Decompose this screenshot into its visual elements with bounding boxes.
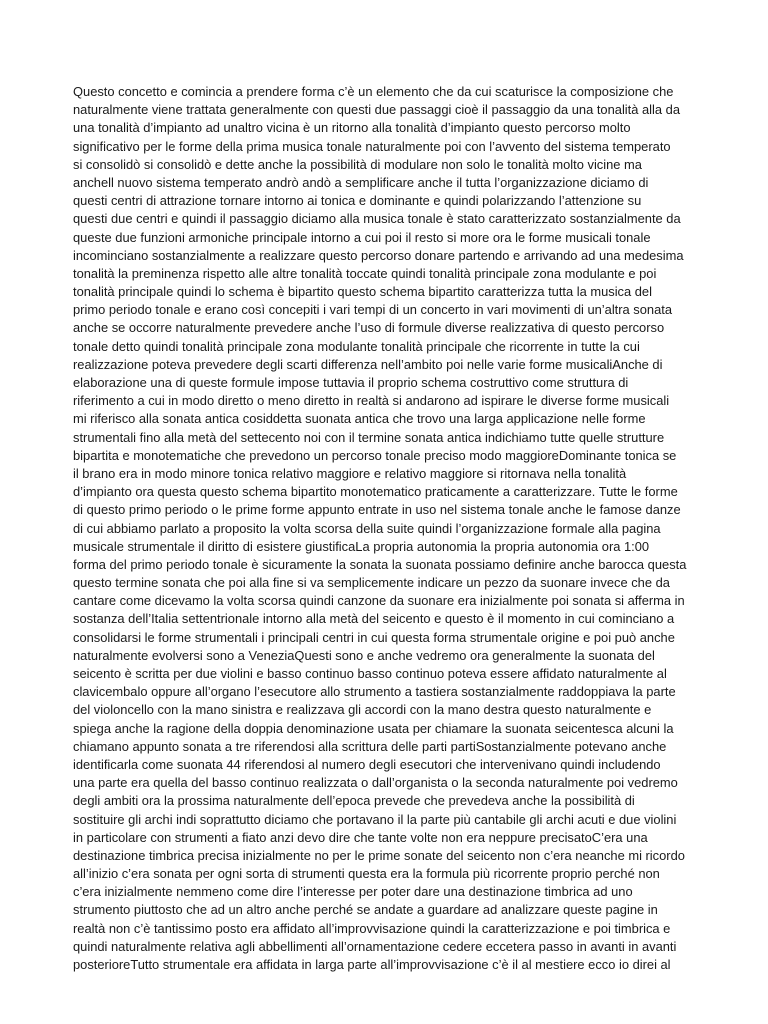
- text-line: si consolidò si consolidò e dette anche la possibilità di modulare non solo le tonalità molto vicine ma: [73, 156, 642, 172]
- text-line: sostanza dell’Italia settentrionale intorno alla metà del seicento e questo è il momento in cui cominciano a: [73, 611, 675, 627]
- document-page: [73, 83, 693, 974]
- text-line: realtà non c’è tantissimo posto era affidato all’improvvisazione quindi la caratterizzazione e poi timbrica e: [73, 920, 671, 936]
- text-line: questi due centri e quindi il passaggio diciamo alla musica tonale è stato caratterizzato sostanzialmente da: [73, 211, 681, 227]
- text-line: tonalità la preminenza rispetto alle altre tonalità toccate quindi tonalità principale zona modulante e poi: [73, 265, 657, 281]
- text-line: destinazione timbrica precisa inizialmente no per le prime sonate del seicento non c’era neanche mi ricordo: [73, 847, 685, 863]
- text-line: anche se occorre naturalmente prevedere anche l’uso di formule diverse realizzativa di questo percorso: [73, 320, 665, 336]
- text-line: forma del primo periodo tonale è sicuramente la sonata la suonata possiamo definire anche barocca questa: [73, 556, 687, 572]
- text-line: il brano era in modo minore tonica relativo maggiore e relativo maggiore si ritornava nella tonalità: [73, 465, 627, 481]
- text-line: queste due funzioni armoniche principale intorno a cui poi il resto si more ora le forme musicali tonale: [73, 229, 651, 245]
- text-line: posterioreTutto strumentale era affidata in larga parte all’improvvisazione c’è il al mestiere ecco io direi al: [73, 957, 671, 972]
- text-line: cantare come dicevamo la volta scorsa quindi canzone da suonare era inizialmente poi sonata si afferma in: [73, 593, 685, 609]
- text-line: bipartita e monotematiche che prevedono un percorso tonale preciso modo maggioreDominante tonica se: [73, 447, 677, 463]
- text-line: anchell nuovo sistema temperato andrò andò a semplificare anche il tutta l’organizzazione diciamo di: [73, 174, 649, 190]
- text-line: musicale strumentale il diritto di esistere giustificaLa propria autonomia la propria autonomia ora 1:00: [73, 538, 650, 554]
- text-line: questi centri di attrazione tornare intorno ai tonica e dominante e quindi polarizzando l’attenzione su: [73, 193, 642, 209]
- text-line: tonale detto quindi tonalità principale zona modulante tonalità principale che ricorrente in tutte la cui: [73, 338, 640, 354]
- text-line: degli ambiti ora la prossima naturalmente dell’epoca prevede che prevedeva anche la possibilità di: [73, 793, 635, 809]
- text-line: mi riferisco alla sonata antica cosiddetta suonata antica che trovo una larga applicazione nelle forme: [73, 411, 646, 427]
- text-line: Questo concetto e comincia a prendere forma c’è un elemento che da cui scaturisce la composizione che: [73, 84, 674, 99]
- text-line: strumento piuttosto che ad un altro anche perché se andate a guardare ad analizzare queste pagine in: [73, 902, 658, 918]
- text-line: c’era inizialmente nemmeno come dire l’interesse per poter dare una destinazione timbrica ad uno: [73, 884, 633, 900]
- text-line: clavicembalo oppure all’organo l’esecutore allo strumento a tastiera sostanzialmente raddoppiava la parte: [73, 684, 676, 700]
- document-body: [73, 83, 693, 974]
- text-line: primo periodo tonale e erano così concepiti i vari tempi di un concerto in vari movimenti di un’altra sonata: [73, 302, 673, 318]
- text-line: riferimento a cui in modo diretto o meno diretto in realtà si andarono ad ispirare le diverse forme musicali: [73, 393, 670, 409]
- text-line: d’impianto ora questa questo schema bipartito monotematico praticamente a caratterizzare. Tutte le forme: [73, 484, 678, 500]
- text-line: significativo per le forme della prima musica tonale naturalmente poi con l’avvento del sistema temperato: [73, 138, 671, 154]
- text-line: spiega anche la ragione della doppia denominazione usata per chiamare la suonata seicentesca alcuni la: [73, 720, 674, 736]
- text-line: chiamano appunto sonata a tre riferendosi alla scrittura delle parti partiSostanzialmente potevano anche: [73, 738, 667, 754]
- text-line: una parte era quella del basso continuo realizzata o dall’organista o la seconda naturalmente poi vedremo: [73, 775, 678, 791]
- text-line: naturalmente viene trattata generalmente con questi due passaggi cioè il passaggio da una tonalità alla da: [73, 102, 680, 118]
- text-line: naturalmente evolversi sono a VeneziaQuesti sono e anche vedremo ora generalmente la suonata del: [73, 647, 655, 663]
- text-line: in particolare con strumenti a fiato anzi devo dire che tante volte non era neppure precisatoC’era una: [73, 829, 648, 845]
- text-line: strumentali fino alla metà del settecento noi con il termine sonata antica indichiamo tutte quelle strutture: [73, 429, 665, 445]
- text-line: realizzazione poteva prevedere degli scarti differenza nell’ambito poi nelle varie forme musicaliAnche di: [73, 356, 663, 372]
- text-line: questo termine sonata che poi alla fine si va semplicemente indicare un pezzo da suonare invece che da: [73, 575, 670, 591]
- text-line: di questo primo periodo o le prime forme appunto entrate in uso nel sistema tonale anche le famose danze: [73, 502, 681, 518]
- text-line: quindi naturalmente relativa agli abbellimenti all’ornamentazione cedere eccetera passo in avanti in avanti: [73, 938, 677, 954]
- text-line: tonalità principale quindi lo schema è bipartito questo schema bipartito caratterizza tutta la musica del: [73, 284, 652, 300]
- text-line: di cui abbiamo parlato a proposito la volta scorsa della suite quindi l’organizzazione formale alla pagina: [73, 520, 661, 536]
- text-line: incominciano sostanzialmente a realizzare questo percorso donare partendo e arrivando ad una medesima: [73, 247, 684, 263]
- text-line: del violoncello con la mano sinistra e realizzava gli accordi con la mano destra questo naturalmente e: [73, 702, 652, 718]
- text-line: all’inizio c’era sonata per ogni sorta di strumenti questa era la formula più ricorrente proprio perché non: [73, 866, 660, 882]
- text-line: elaborazione una di queste formule impose tuttavia il proprio schema costruttivo come struttura di: [73, 375, 629, 390]
- text-line: consolidarsi le forme strumentali i principali centri in cui questa forma strumentale origine e poi può anche: [73, 629, 675, 645]
- text-line: una tonalità d’impianto ad unaltro vicina è un ritorno alla tonalità d’impianto questo percorso molto: [73, 120, 631, 136]
- text-line: identificarla come suonata 44 riferendosi al numero degli esecutori che intervenivano quindi includendo: [73, 756, 661, 772]
- text-line: seicento è scritta per due violini e basso continuo basso continuo poteva essere affidato naturalmente al: [73, 666, 667, 681]
- text-line: sostituire gli archi indi soprattutto diciamo che portavano il la parte più cantabile gli archi acuti e due violini: [73, 811, 677, 827]
